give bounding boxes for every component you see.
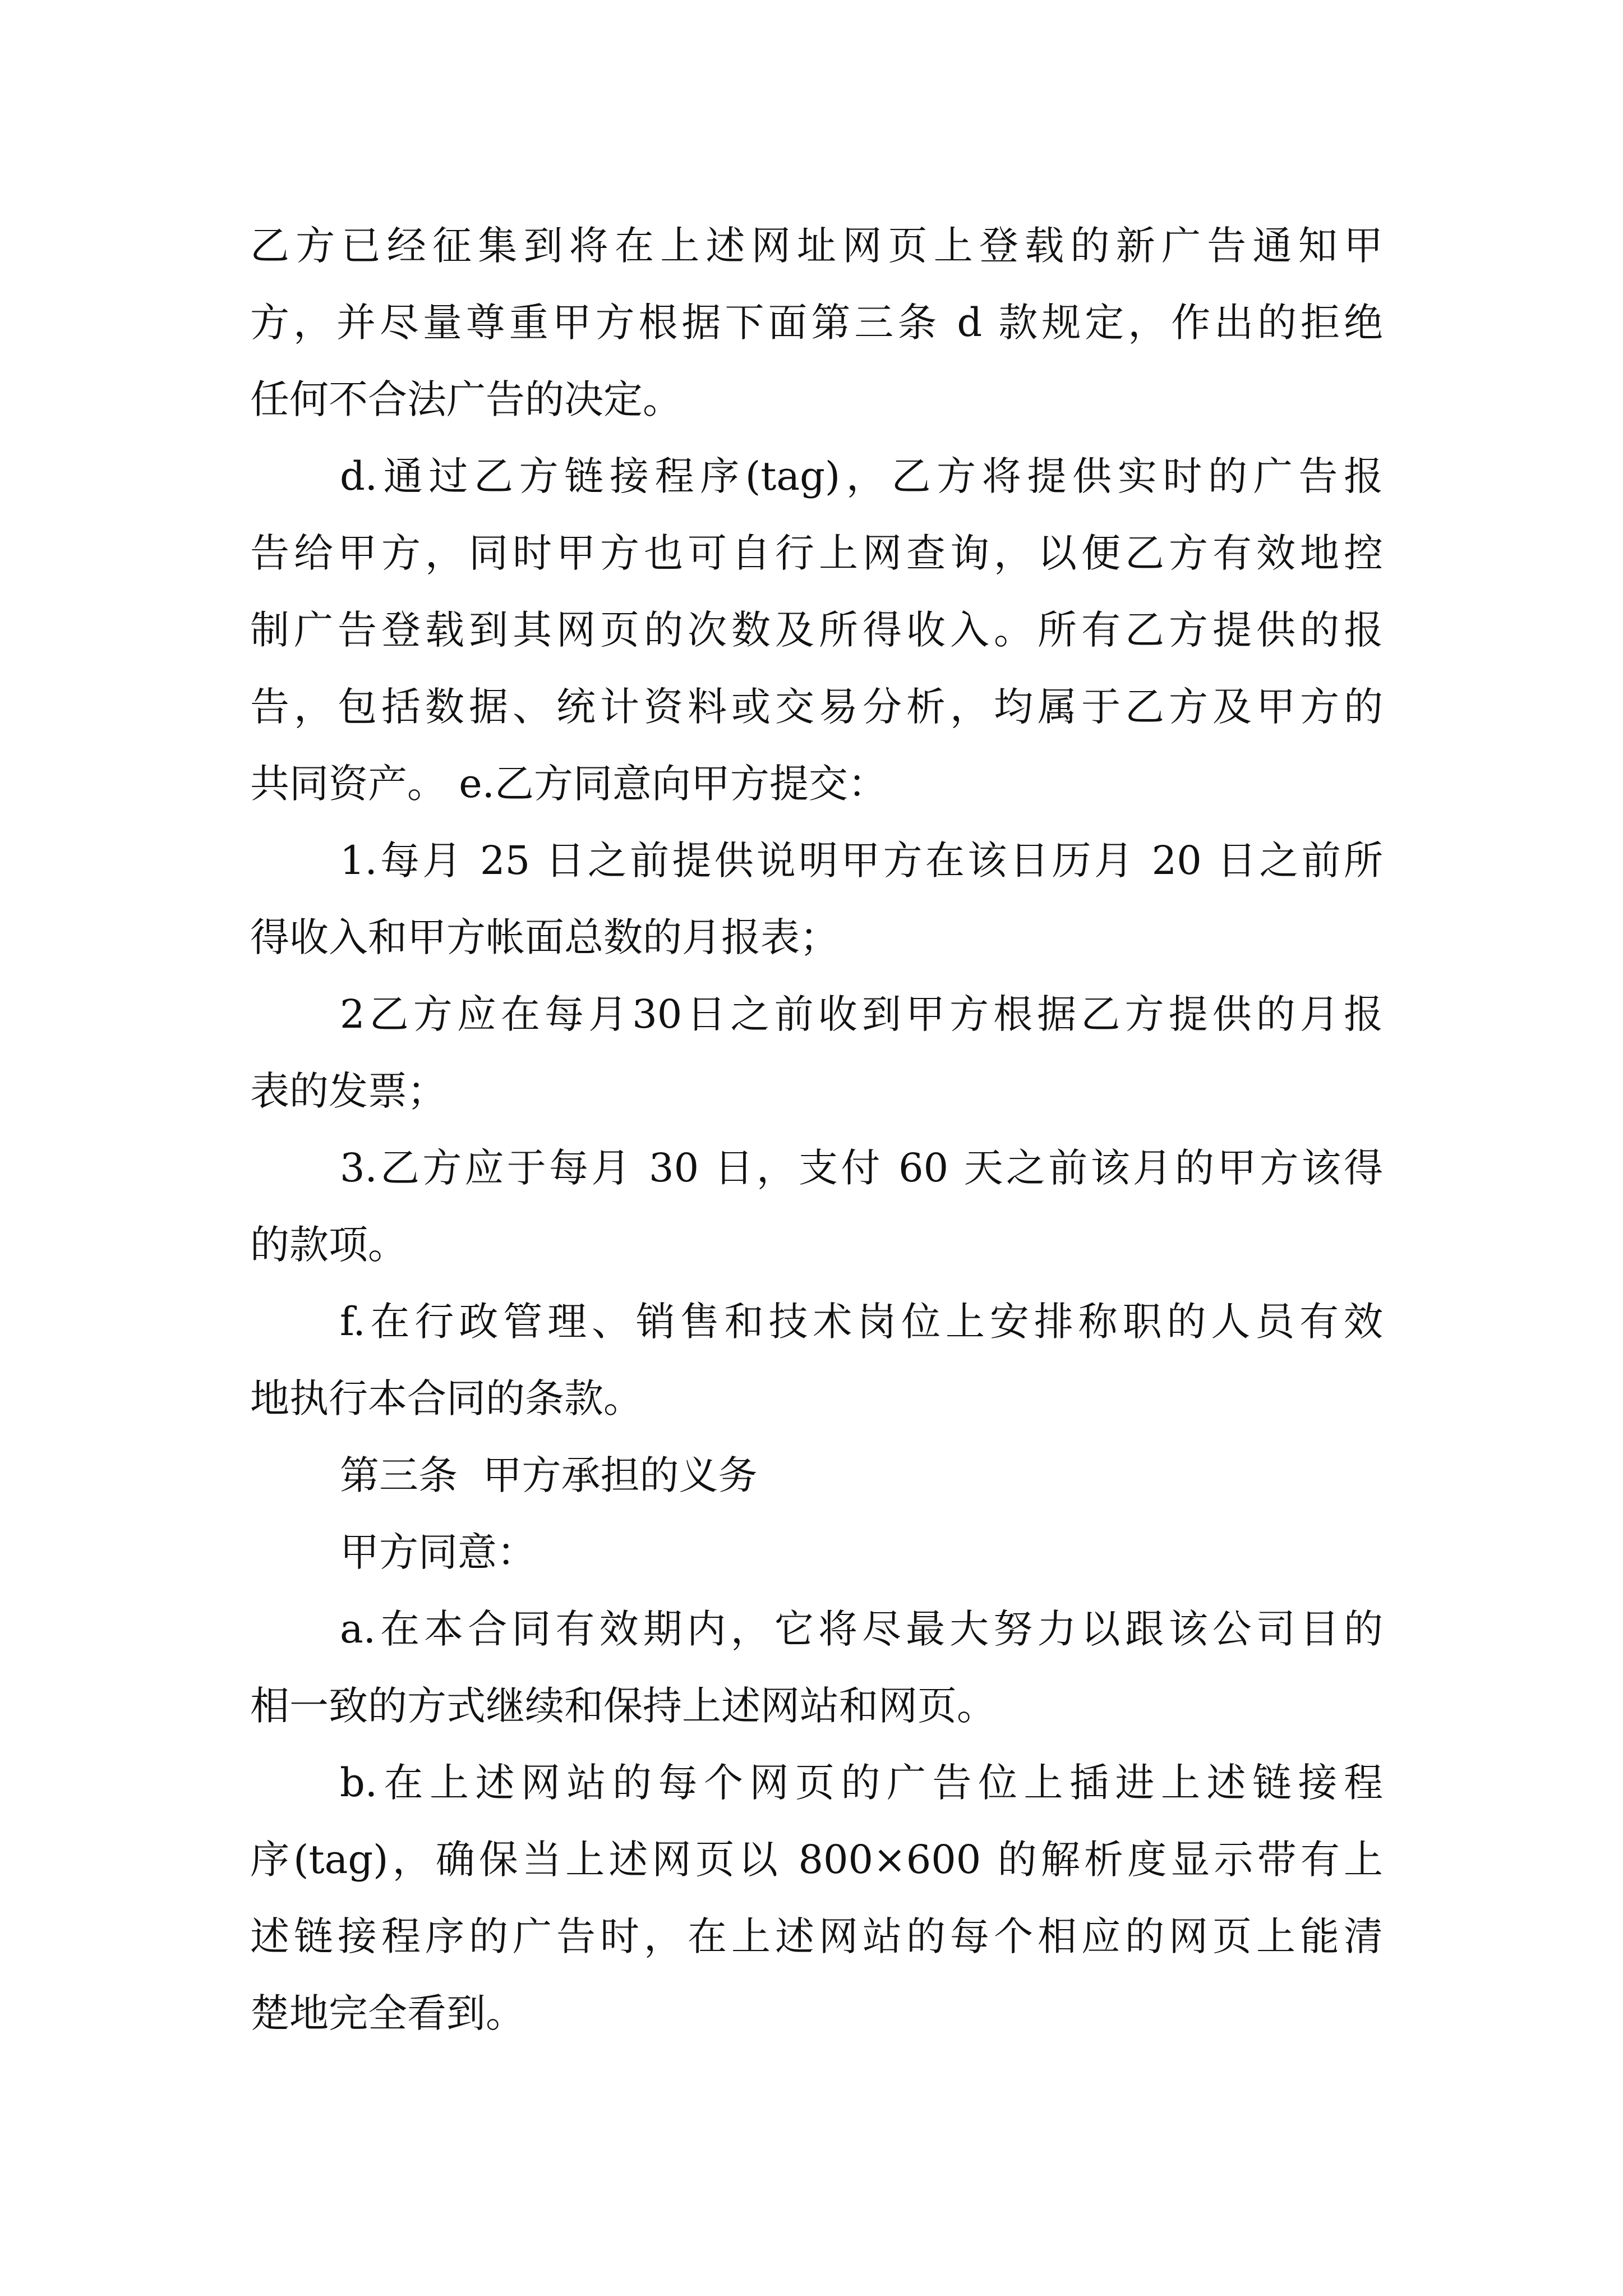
paragraph-clause-b <box>250 1745 1383 2052</box>
paragraph-ad-notice <box>250 208 1383 438</box>
paragraph-clause-f <box>250 1283 1383 1437</box>
text-line: 任何不合法广告的决定。 <box>250 376 682 422</box>
text-line: 方，并尽量尊重甲方根据下面第三条 d 款规定，作出的拒绝 <box>250 300 1383 346</box>
text-line: 告给甲方，同时甲方也可自行上网查询，以便乙方有效地控 <box>250 530 1383 576</box>
text-line: 楚地完全看到。 <box>250 1990 525 2036</box>
paragraph-clause-a <box>250 1591 1383 1745</box>
paragraph-item-2 <box>250 976 1383 1130</box>
text-line: 2乙方应在每月30日之前收到甲方根据乙方提供的月报 <box>340 991 1383 1037</box>
paragraph-item-3 <box>250 1130 1383 1283</box>
text-line: 相一致的方式继续和保持上述网站和网页。 <box>250 1683 996 1729</box>
text-line: 得收入和甲方帐面总数的月报表； <box>250 914 839 960</box>
text-line: 3.乙方应于每月 30 日，支付 60 天之前该月的甲方该得 <box>340 1145 1383 1191</box>
paragraph-clause-d <box>250 438 1383 822</box>
text-line: a.在本合同有效期内，它将尽最大努力以跟该公司目的 <box>340 1606 1383 1652</box>
section-heading: 第三条 甲方承担的义务 <box>340 1452 758 1498</box>
document-body <box>250 208 1383 2052</box>
text-line: 共同资产。 e.乙方同意向甲方提交： <box>250 761 887 807</box>
text-line: b.在上述网站的每个网页的广告位上插进上述链接程 <box>340 1760 1383 1806</box>
text-line: 述链接程序的广告时，在上述网站的每个相应的网页上能清 <box>250 1913 1383 1959</box>
text-line: 地执行本合同的条款。 <box>250 1375 643 1421</box>
section-heading-article-3 <box>250 1437 1383 1514</box>
text-line: d.通过乙方链接程序(tag)，乙方将提供实时的广告报 <box>340 453 1383 499</box>
paragraph-item-1 <box>250 822 1383 976</box>
text-line: 制广告登载到其网页的次数及所得收入。所有乙方提供的报 <box>250 607 1383 653</box>
text-line: f.在行政管理、销售和技术岗位上安排称职的人员有效 <box>340 1299 1383 1345</box>
text-line: 序(tag)，确保当上述网页以 800×600 的解析度显示带有上 <box>250 1837 1383 1883</box>
text-line: 1.每月 25 日之前提供说明甲方在该日历月 20 日之前所 <box>340 838 1383 884</box>
paragraph-party-a-agrees <box>250 1514 1383 1591</box>
text-line: 告，包括数据、统计资料或交易分析，均属于乙方及甲方的 <box>250 684 1383 730</box>
text-line: 的款项。 <box>250 1222 407 1268</box>
text-line: 表的发票； <box>250 1068 446 1114</box>
text-line: 甲方同意： <box>340 1529 536 1575</box>
text-line: 乙方已经征集到将在上述网址网页上登载的新广告通知甲 <box>250 223 1383 269</box>
